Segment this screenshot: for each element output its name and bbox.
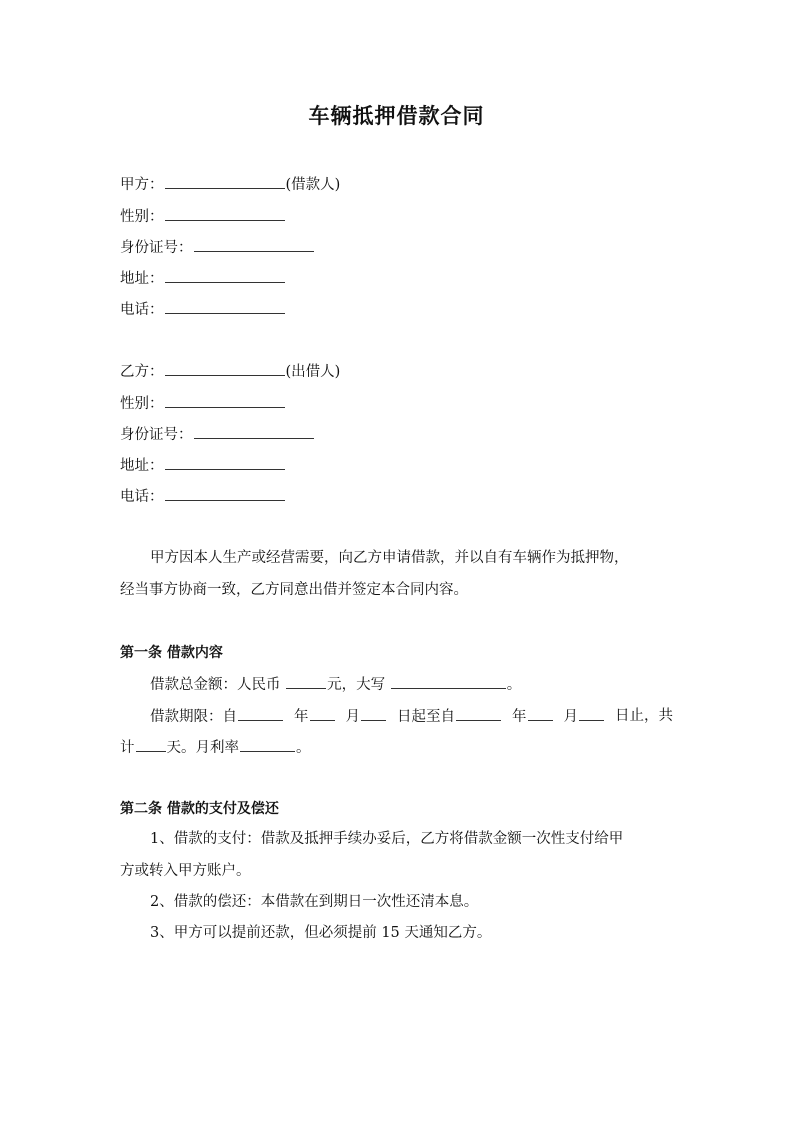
party-a-name-blank xyxy=(165,174,285,189)
start-month-blank xyxy=(310,706,335,721)
party-b-address-label: 地址： xyxy=(120,458,164,474)
loan-days-rate-line xyxy=(120,737,311,758)
term-start xyxy=(150,706,284,727)
total-label: 计 xyxy=(120,740,135,756)
party-a-name-line xyxy=(120,174,340,195)
party-a-gender-blank xyxy=(165,206,285,221)
amount-unit: 元，大写 xyxy=(327,677,386,693)
party-a-role: (借款人) xyxy=(285,177,341,193)
loan-term-line xyxy=(150,706,673,727)
end-day-blank xyxy=(579,706,604,721)
party-a-gender-label: 性别： xyxy=(120,209,164,225)
party-b-phone-blank xyxy=(165,486,285,501)
end-month-blank xyxy=(528,706,553,721)
party-a-phone-line xyxy=(120,299,286,320)
year-label: 年 xyxy=(294,709,309,725)
day-to-label: 日止，共 xyxy=(615,708,673,724)
month-label: 月 xyxy=(345,709,360,725)
party-b-name-blank xyxy=(165,361,285,376)
party-b-phone-line xyxy=(120,486,286,507)
party-a-address-blank xyxy=(165,268,285,283)
term-month xyxy=(346,706,388,727)
rate-end: 。 xyxy=(296,740,311,756)
loan-term-row xyxy=(150,706,673,727)
total-days-blank xyxy=(136,737,166,752)
party-b-gender-line xyxy=(120,393,286,414)
intro-line-2: 经当事方协商一致，乙方同意出借并签定本合同内容。 xyxy=(120,582,468,598)
party-b-address-line xyxy=(120,455,286,476)
party-b-id-blank xyxy=(194,424,314,439)
article-1-heading: 第一条 借款内容 xyxy=(120,645,223,661)
term-label: 借款期限：自 xyxy=(150,709,237,725)
party-b-role: (出借人) xyxy=(285,364,341,380)
term-year2 xyxy=(512,706,554,727)
party-a-phone-blank xyxy=(165,299,285,314)
party-a-id-label: 身份证号： xyxy=(120,240,193,256)
month2-label: 月 xyxy=(563,709,578,725)
amount-capital-blank xyxy=(391,674,506,689)
term-month2 xyxy=(564,706,606,727)
document-title: 车辆抵押借款合同 xyxy=(308,104,485,128)
article-2-item-2: 2、借款的偿还：本借款在到期日一次性还清本息。 xyxy=(150,894,479,910)
amount-label: 借款总金额：人民币 xyxy=(150,677,281,693)
party-b-address-blank xyxy=(165,455,285,470)
article-2-item-1-line-1: 1、借款的支付：借款及抵押手续办妥后，乙方将借款金额一次性支付给甲 xyxy=(150,831,624,847)
party-a-address-label: 地址： xyxy=(120,271,164,287)
article-2-heading: 第二条 借款的支付及偿还 xyxy=(120,801,279,817)
party-a-gender-line xyxy=(120,206,286,227)
amount-number-blank xyxy=(286,674,326,689)
party-a-address-line xyxy=(120,268,286,289)
article-2-item-1-line-2: 方或转入甲方账户。 xyxy=(120,863,251,879)
end-year-blank xyxy=(456,706,501,721)
party-b-id-label: 身份证号： xyxy=(120,427,193,443)
party-a-phone-label: 电话： xyxy=(120,302,164,318)
monthly-rate-blank xyxy=(240,737,295,752)
party-b-phone-label: 电话： xyxy=(120,489,164,505)
party-b-name-line xyxy=(120,361,340,382)
party-b-id-line xyxy=(120,424,315,445)
party-b-gender-blank xyxy=(165,393,285,408)
party-a-id-blank xyxy=(194,237,314,252)
start-day-blank xyxy=(361,706,386,721)
party-b-gender-label: 性别： xyxy=(120,396,164,412)
intro-line-1: 甲方因本人生产或经营需要，向乙方申请借款，并以自有车辆作为抵押物， xyxy=(150,550,629,566)
term-from xyxy=(397,706,502,727)
party-a-name-label: 甲方： xyxy=(120,177,164,193)
day-from-label: 日起至自 xyxy=(397,709,455,725)
loan-amount-line xyxy=(150,674,521,695)
party-a-id-line xyxy=(120,237,315,258)
start-year-blank xyxy=(238,706,283,721)
days-rate-label: 天。月利率 xyxy=(166,740,239,756)
party-b-name-label: 乙方： xyxy=(120,364,164,380)
amount-end: 。 xyxy=(506,677,522,693)
term-year xyxy=(294,706,336,727)
article-2-item-3: 3、甲方可以提前还款，但必须提前 15 天通知乙方。 xyxy=(150,925,492,941)
year2-label: 年 xyxy=(512,709,527,725)
